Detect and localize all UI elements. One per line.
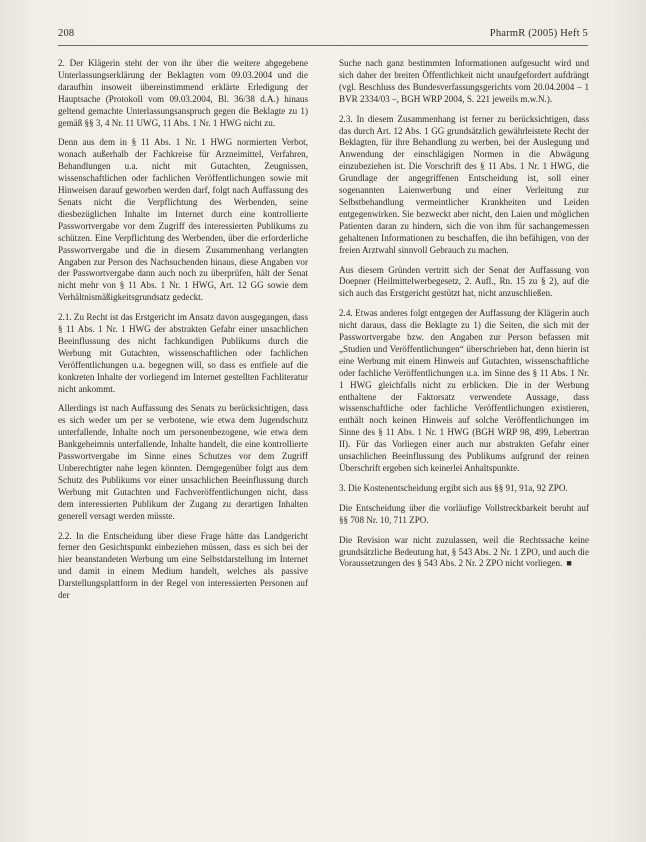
left-column (58, 58, 308, 610)
paragraph: Aus diesem Gründen vertritt sich der Senat der Auffassung von Doepner (Heilmittelwerbegesetz, 2. Aufl., Rn. 15 zu § 2), auf die sich auch das Erstgericht gestützt hat, nicht anzuschließen. (339, 264, 589, 299)
header-rule (58, 45, 588, 46)
paragraph: Die Entscheidung über die vorläufige Vollstreckbarkeit beruht auf §§ 708 Nr. 10, 711 ZPO. (339, 502, 589, 525)
end-of-article-mark: ■ (566, 558, 572, 569)
paragraph: 2.1. Zu Recht ist das Erstgericht im Ansatz davon ausgegangen, dass § 11 Abs. 1 Nr. 1 HWG der abstrakten Gefahr einer unsachlichen Beeinflussung des nicht fachkundigen Publikums durch die Werbung mit Gutachten, wissenschaftlichen oder fachlichen Veröffentlichungen u.a. begegnen will, so dass es entfiele auf die konkreten Inhalte der vorliegend im Internet gestellten Fachliteratur nicht ankommt. (58, 312, 308, 394)
paragraph: 3. Die Kostenentscheidung ergibt sich aus §§ 91, 91a, 92 ZPO. (339, 482, 568, 493)
right-column (339, 58, 589, 578)
paragraph: 2.4. Etwas anderes folgt entgegen der Auffassung der Klägerin auch nicht daraus, dass die Beklagte zu 1) die Seiten, die sich mit der Passwortvergabe bzw. den Angaben zur Person befassen mit „Studien und Veröffentlichungen“ überschrieben hat, denn hierin ist eine Werbung mit einem Hinweis auf Gutachten, wissenschaftliche oder fachliche Veröffentlichungen u.a. im Sinne des § 11 Abs. 1 Nr. 1 HWG gleichfalls nicht zu erblicken. Die in der Werbung enthaltene der Faktorsatz verwendete Aussage, dass wissenschaftliche oder fachliche Veröffentlichungen existieren, enthält noch keinen Hinweis auf solche Veröffentlichungen im Sinne des § 11 Abs. 1 Nr. 1 HWG (BGH WRP 98, 499, Lebertran II). Für das Vorliegen einer auch nur abstrakten Gefahr einer unsachlichen Beeinflussung des Publikums aufgrund der reinen Überschrift ergeben sich keinerlei Anhaltspunkte. (339, 308, 589, 473)
paragraph: 2. Der Klägerin steht der von ihr über die weitere abgegebene Unterlassungserklärung der Beklagten vom 09.03.2004 und die daraufhin insoweit übereinstimmend erklärte Erledigung der Hauptsache (Protokoll vom 09.03.2004, Bl. 36/38 d.A.) hinaus geltend gemachte Unterlassungsanspruch gegen die Beklagte zu 1) gemäß §§ 3, 4 Nr. 11 UWG, 11 Abs. 1 Nr. 1 HWG nicht zu. (58, 58, 308, 128)
paragraph: 2.3. In diesem Zusammenhang ist ferner zu berücksichtigen, dass das durch Art. 12 Abs. 1 GG grundsätzlich gewährleistete Recht der Beklagten, für ihre Behandlung zu werben, bei der Auslegung und Anwendung der einschlägigen Normen in die Abwägung einzubeziehen ist. Die Vorschrift des § 11 Abs. 1 Nr. 1 HWG, die Grundlage der angegriffenen Entscheidung ist, soll einer sogenannten Laienwerbung und einer Verleitung zur Selbstbehandlung vermeintlicher Krankheiten und Leiden entgegenwirken. Sie bezweckt aber nicht, den Laien und möglichen Patienten daran zu hindern, sich die von ihm für sachangemessen gehaltenen Informationen zu beschaffen, die ihn befähigen, von der freien Arztwahl sinnvoll Gebrauch zu machen. (339, 113, 589, 255)
page-header (58, 28, 588, 44)
paragraph: 2.2. In die Entscheidung über diese Frage hätte das Landgericht ferner den Gesichtspunkt einbeziehen müssen, dass es sich bei der hier beanstandeten Werbung um eine Selbstdarstellung im Internet und damit in einem Medium handelt, welches als passive Darstellungsplattform in der Regel von interessierten Personen auf der (58, 530, 308, 601)
paragraph (339, 535, 589, 571)
paragraph: Allerdings ist nach Auffassung des Senats zu berücksichtigen, dass es sich weder um per se verbotene, wie etwa dem Jugendschutz unterfallende, Inhalte noch um personenbezogene, wie etwa dem Bankgeheimnis unterfallende, Inhalte handelt, die eine kontrollierte Passwortvergabe im Sinne eines Schutzes vor dem Zugriff Unberechtigter nahe legen könnten. Demgegenüber folgt aus dem Schutz des Publikums vor einer unsachlichen Beeinflussung durch Werbung mit Gutachten und Fachveröffentlichungen nicht, dass dem interessierten Publikum der Zugang zu derartigen Inhalten generell versagt werden müsste. (58, 403, 308, 521)
paragraph: Denn aus dem in § 11 Abs. 1 Nr. 1 HWG normierten Verbot, wonach außerhalb der Fachkreise für Arzneimittel, Verfahren, Behandlungen u.a. nicht mit Gutachten, Zeugnissen, wissenschaftlichen oder fachlichen Veröffentlichungen sowie mit Hinweisen darauf geworben werden darf, folgt nach Auffassung des Senats nicht die Verpflichtung des Werbenden, seine diesbezüglichen Inhalte im Internet durch eine kontrollierte Passwortvergabe vor dem Zugriff des interessierten Publikums zu schützen. Eine Verpflichtung des Werbenden, über die erforderliche Passwortvergabe und die in diesem Zusammenhang verlangten Angaben zur Person des Nachsuchenden hinaus, diese Angaben vor der Passwortvergabe dann auch noch zu überprüfen, hält der Senat nicht mehr von § 11 Abs. 1 Nr. 1 HWG, Art. 12 GG sowie dem Verhältnismäßigkeitsgrundsatz gedeckt. (58, 137, 308, 303)
paragraph-text: Die Revision war nicht zuzulassen, weil die Rechtssache keine grundsätzliche Bedeutung hat, § 543 Abs. 2 Nr. 1 ZPO, und auch die Voraussetzungen des § 543 Abs. 2 Nr. 2 ZPO nicht vorliegen. (339, 534, 589, 569)
paragraph: Suche nach ganz bestimmten Informationen aufgesucht wird und sich daher der breiten Öffentlichkeit nicht unaufgefordert aufdrängt (vgl. Beschluss des Bundesverfassungsgerichts vom 20.04.2004 – 1 BVR 2334/03 –, BGH WRP 2004, S. 221 jeweils m.w.N.). (339, 58, 589, 104)
running-head: PharmR (2005) Heft 5 (489, 28, 588, 39)
page-number: 208 (58, 28, 75, 39)
